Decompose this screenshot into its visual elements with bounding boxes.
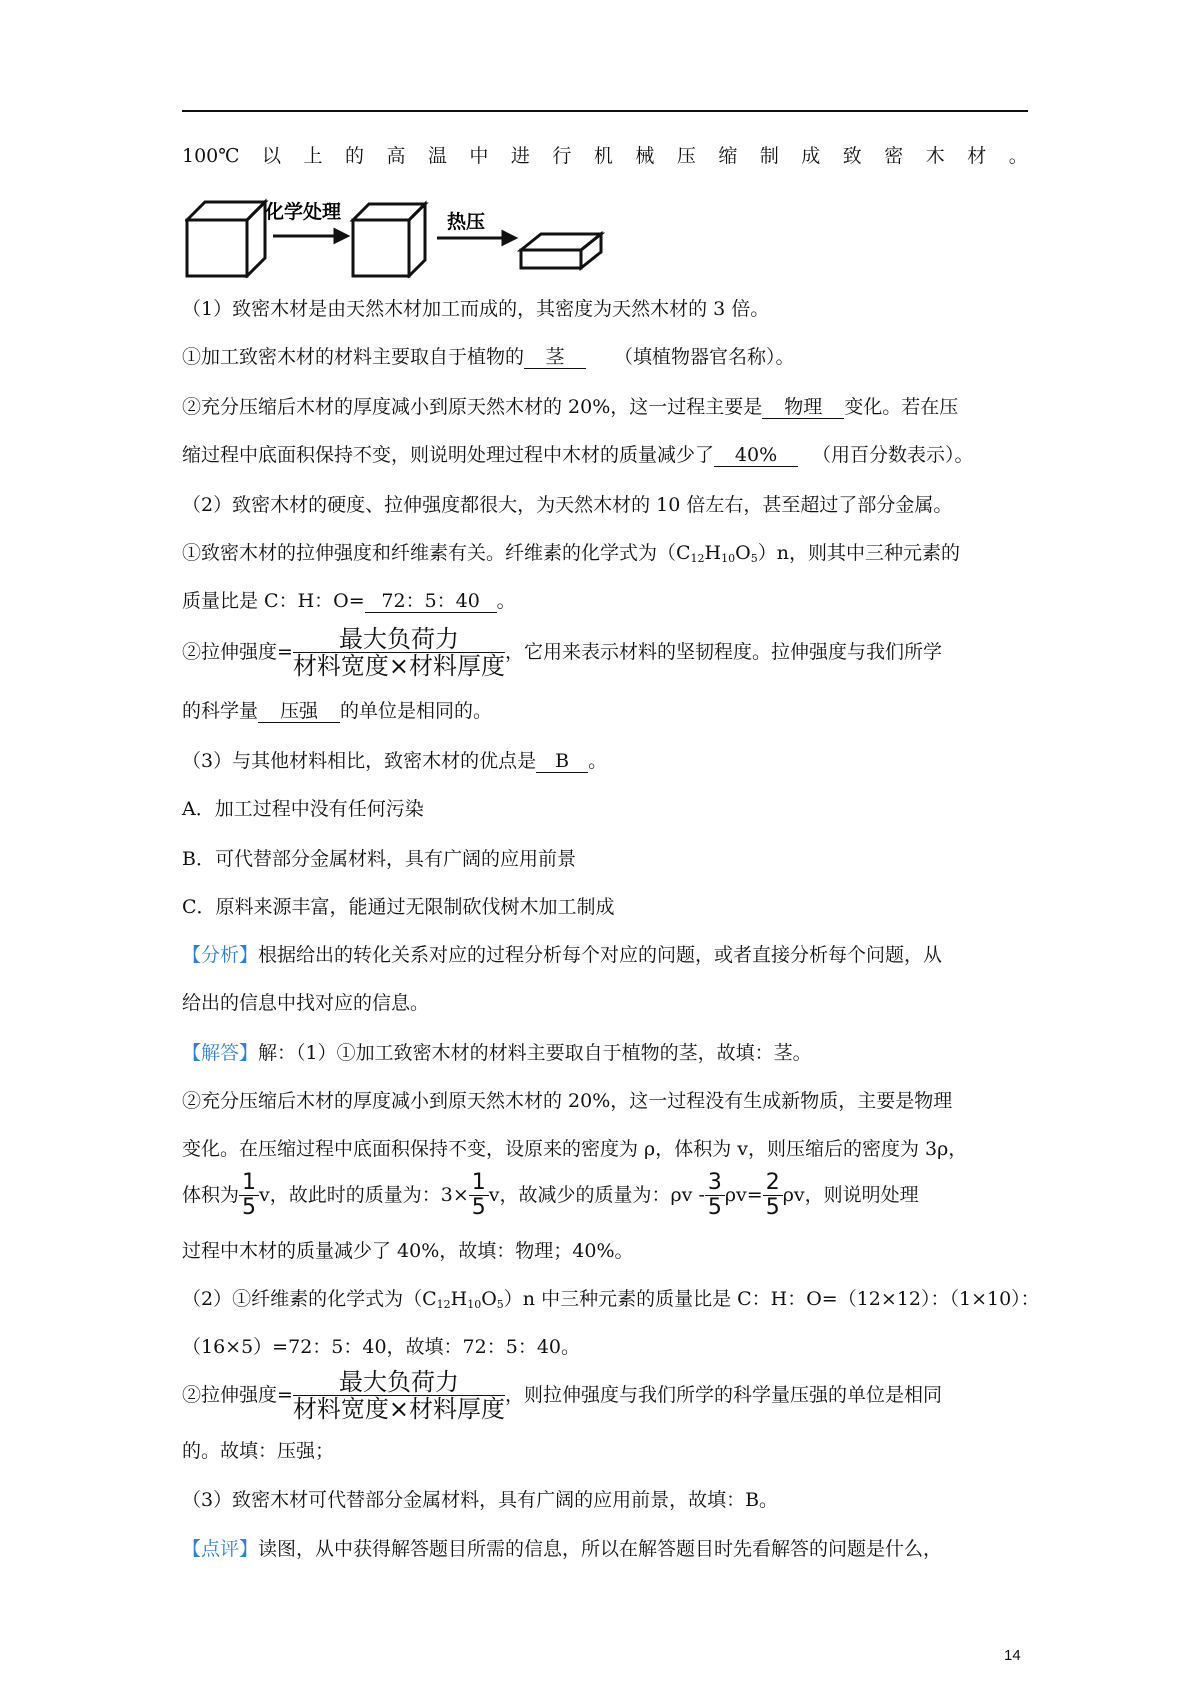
comment-tag: 【点评】	[182, 1538, 259, 1560]
q1-stem: （1）致密木材是由天然木材加工而成的，其密度为天然木材的 3 倍。	[182, 298, 770, 320]
answer-line7: （16×5）=72：5：40，故填：72：5：40。	[182, 1336, 580, 1358]
q3-option-b: B．可代替部分金属材料，具有广阔的应用前景	[182, 848, 576, 870]
answer-line10: （3）致密木材可代替部分金属材料，具有广阔的应用前景，故填：B。	[182, 1489, 779, 1511]
answer-blank: 茎	[524, 346, 586, 369]
arrow-right-icon	[437, 232, 515, 244]
fraction-three-fifths: $\frac{3}{5}$	[705, 1171, 725, 1220]
q2-part-c: 的科学量 压强 的单位是相同的。	[182, 700, 493, 722]
answer-blank: 72：5：40	[365, 590, 497, 613]
intro-char: 密	[884, 145, 904, 167]
intro-char: 行	[552, 145, 572, 167]
intro-char: 100℃	[182, 145, 240, 167]
answer-line1: 【解答】解：（1）①加工致密木材的材料主要取自于植物的茎，故填：茎。	[182, 1042, 812, 1064]
step1-label: 化学处理	[265, 201, 342, 223]
answer-line2: ②充分压缩后木材的厚度减小到原天然木材的 20%，这一过程没有生成新物质，主要是物理	[182, 1090, 953, 1112]
q2-stem: （2）致密木材的硬度、拉伸强度都很大，为天然木材的 10 倍左右，甚至超过了部分金属。	[182, 494, 953, 516]
answer-blank: 物理	[762, 396, 844, 419]
intro-char: 械	[635, 145, 655, 167]
intro-char: 木	[925, 145, 945, 167]
answer-blank: B	[536, 750, 588, 773]
tensile-strength-fraction: $\frac{\text{最大负荷力}}{\text{材料宽度×材料厚度}}$	[292, 1367, 506, 1423]
fraction-two-fifths: $\frac{2}{5}$	[763, 1171, 783, 1220]
intro-char: 的	[344, 145, 364, 167]
intro-char: 致	[842, 145, 862, 167]
answer-line8: ②拉伸强度= $\frac{\text{最大负荷力}}{\text{材料宽度×材料厚度}}$ ，则拉伸强度与我们所学的科学量压强的单位是相同	[182, 1367, 943, 1423]
natural-wood-block	[187, 202, 265, 276]
header-rule	[182, 110, 1028, 112]
answer-tag: 【解答】	[182, 1042, 259, 1064]
q2-part-a-line2: 质量比是 C：H：O= 72：5：40 。	[182, 590, 516, 612]
intro-char: 成	[801, 145, 821, 167]
intro-char: 压	[676, 145, 696, 167]
q1-part-a: ①加工致密木材的材料主要取自于植物的 茎 （填植物器官名称）。	[182, 346, 795, 368]
answer-line4: 体积为 $\frac{1}{5}$ v，故此时的质量为：3× $\frac{1}{5}$ v，故减少的质量为：ρv - $\frac{3}{5}$ ρv= $\frac{2}{5}$ ρv，则说明处理	[182, 1169, 919, 1220]
intro-char: 以	[262, 145, 282, 167]
fraction-one-fifth: $\frac{1}{5}$	[239, 1171, 259, 1220]
intro-char: 材	[967, 145, 987, 167]
answer-line9: 的。故填：压强；	[182, 1440, 335, 1462]
fraction-one-fifth: $\frac{1}{5}$	[469, 1171, 489, 1220]
treated-wood-block	[353, 204, 425, 276]
analysis-line1: 【分析】根据给出的转化关系对应的过程分析每个对应的问题，或者直接分析每个问题，从	[182, 944, 943, 966]
intro-char: 中	[469, 145, 489, 167]
answer-blank: 压强	[258, 700, 340, 723]
process-diagram	[185, 198, 655, 278]
step2-label: 热压	[447, 211, 486, 233]
answer-line5: 过程中木材的质量减少了 40%，故填：物理；40%。	[182, 1240, 634, 1262]
arrow-right-icon	[273, 230, 347, 242]
comment-line1: 【点评】读图，从中获得解答题目所需的信息，所以在解答题目时先看解答的问题是什么，	[182, 1538, 943, 1560]
answer-line6: （2）①纤维素的化学式为$(C_{12}H_{10}O_5)n$ 中三种元素的质量比是 C：H：O=（12×12）：（1×10）：	[182, 1288, 1040, 1311]
q3-stem: （3）与其他材料相比，致密木材的优点是 B 。	[182, 750, 608, 772]
intro-char: 上	[303, 145, 323, 167]
intro-char: 高	[386, 145, 406, 167]
answer-line3: 变化。在压缩过程中底面积保持不变，设原来的密度为 ρ，体积为 v，则压缩后的密度为 3ρ，	[182, 1138, 968, 1160]
intro-line	[182, 142, 1028, 170]
analysis-tag: 【分析】	[182, 944, 259, 966]
q3-option-c: C．原料来源丰富，能通过无限制砍伐树木加工制成	[182, 896, 615, 918]
q2-part-a-line1: ①致密木材的拉伸强度和纤维素有关。纤维素的化学式为$(C_{12}H_{10}O_5)n$，则其中三种元素的	[182, 542, 960, 565]
intro-char: 机	[593, 145, 613, 167]
intro-char: 进	[510, 145, 530, 167]
answer-blank: 40%	[714, 444, 798, 467]
intro-char: 缩	[718, 145, 738, 167]
q1-part-b-line2: 缩过程中底面积保持不变，则说明处理过程中木材的质量减少了 40% （用百分数表示）。	[182, 444, 974, 466]
tensile-strength-fraction: $\frac{\text{最大负荷力}}{\text{材料宽度×材料厚度}}$	[292, 624, 506, 680]
dense-wood-block	[521, 234, 601, 268]
q2-part-b: ②拉伸强度= $\frac{\text{最大负荷力}}{\text{材料宽度×材料厚度}}$ ，它用来表示材料的坚韧程度。拉伸强度与我们所学	[182, 624, 943, 680]
intro-char: 。	[1008, 145, 1028, 167]
intro-char: 制	[759, 145, 779, 167]
q3-option-a: A．加工过程中没有任何污染	[182, 798, 424, 820]
page-number: 14	[1004, 1647, 1021, 1664]
analysis-line2: 给出的信息中找对应的信息。	[182, 992, 430, 1014]
intro-char: 温	[427, 145, 447, 167]
q1-part-b-line1: ②充分压缩后木材的厚度减小到原天然木材的 20%，这一过程主要是 物理 变化。若在压	[182, 396, 959, 418]
